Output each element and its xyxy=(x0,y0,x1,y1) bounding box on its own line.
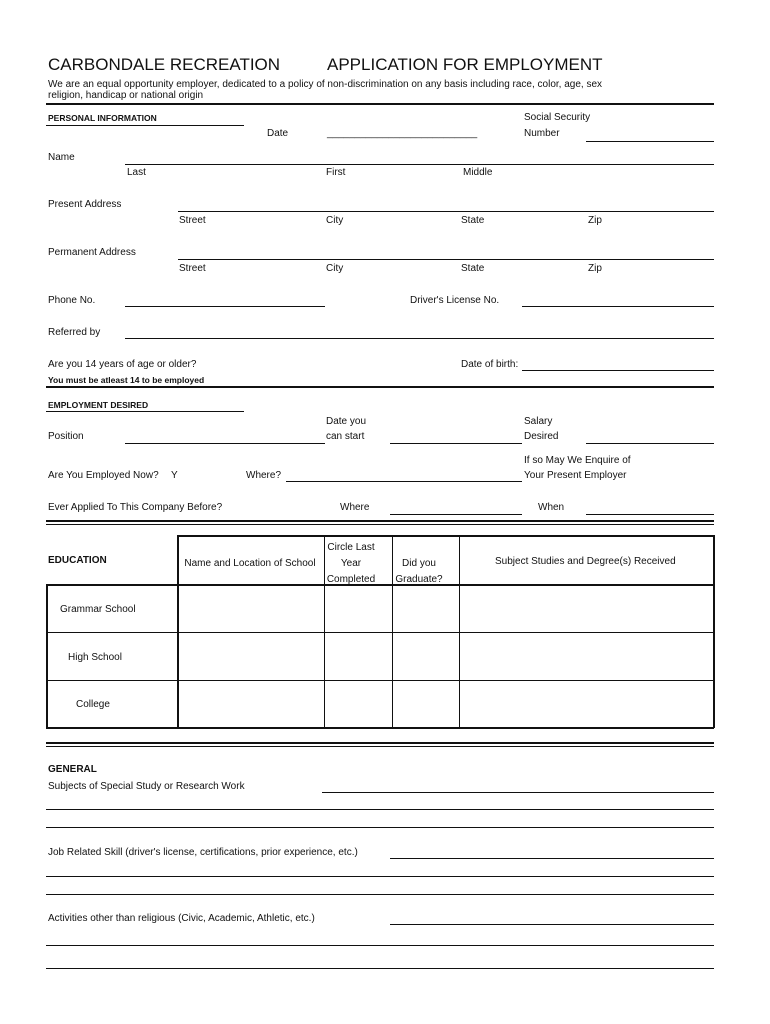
start-date-field[interactable] xyxy=(390,443,522,444)
where-employed-field[interactable] xyxy=(286,481,522,482)
ssn-field[interactable] xyxy=(586,141,714,142)
special-study-label: Subjects of Special Study or Research Work xyxy=(48,781,245,792)
present-zip-caption: Zip xyxy=(588,215,602,226)
activities-line-3[interactable] xyxy=(46,968,714,969)
enquire-label-line1: If so May We Enquire of xyxy=(524,455,631,466)
present-city-caption: City xyxy=(326,215,344,226)
personal-info-heading: PERSONAL INFORMATION xyxy=(48,113,157,123)
present-street-caption: Street xyxy=(179,215,206,226)
position-field[interactable] xyxy=(125,443,325,444)
permanent-street-caption: Street xyxy=(179,263,206,274)
col-grad-header: Did you Graduate? xyxy=(395,558,443,585)
permanent-address-field[interactable] xyxy=(178,259,714,260)
name-label: Name xyxy=(48,152,75,163)
salary-field[interactable] xyxy=(586,443,714,444)
eeo-statement-line2: religion, handicap or national origin xyxy=(48,90,204,101)
job-skill-line-2[interactable] xyxy=(46,876,714,877)
employed-now-answer[interactable]: Y xyxy=(171,470,178,481)
general-heading: GENERAL xyxy=(48,764,97,775)
permanent-zip-caption: Zip xyxy=(588,263,602,274)
permanent-city-caption: City xyxy=(326,263,344,274)
employment-divider-a xyxy=(46,520,714,522)
edu-table-top xyxy=(177,535,714,538)
special-study-line-3[interactable] xyxy=(46,827,714,828)
edu-row-line-1 xyxy=(46,584,714,586)
activities-field[interactable] xyxy=(390,924,714,925)
employed-now-label: Are You Employed Now? xyxy=(48,470,159,481)
employment-divider-b xyxy=(46,524,714,525)
row-high-school: High School xyxy=(68,652,122,663)
permanent-state-caption: State xyxy=(461,263,485,274)
position-label: Position xyxy=(48,431,84,442)
age-requirement-note: You must be atleast 14 to be employed xyxy=(48,375,205,385)
referred-by-label: Referred by xyxy=(48,327,101,338)
present-address-field[interactable] xyxy=(178,211,714,212)
last-name-caption: Last xyxy=(127,167,146,178)
personal-section-divider xyxy=(46,386,714,388)
present-address-label: Present Address xyxy=(48,199,122,210)
job-skill-line-3[interactable] xyxy=(46,894,714,895)
present-state-caption: State xyxy=(461,215,485,226)
job-skill-field[interactable] xyxy=(390,858,714,859)
drivers-license-label: Driver's License No. xyxy=(410,295,500,306)
dob-label: Date of birth: xyxy=(461,359,519,370)
col-year-header: Circle Last Year Completed xyxy=(326,542,376,585)
applied-when-label: When xyxy=(538,502,565,513)
activities-label: Activities other than religious (Civic, Academic, Athletic, etc.) xyxy=(48,913,315,924)
activities-line-2[interactable] xyxy=(46,945,714,946)
phone-label: Phone No. xyxy=(48,295,96,306)
col-school-header: Name and Location of School xyxy=(184,558,316,569)
first-name-caption: First xyxy=(326,167,346,178)
start-date-label-line2: can start xyxy=(326,431,365,442)
education-divider-a xyxy=(46,742,714,744)
row-grammar-school: Grammar School xyxy=(60,604,136,615)
personal-heading-underline xyxy=(46,125,244,126)
edu-col-line-0 xyxy=(46,585,48,728)
special-study-line-2[interactable] xyxy=(46,809,714,810)
middle-name-caption: Middle xyxy=(463,167,493,178)
applied-where-field[interactable] xyxy=(390,514,522,515)
employment-heading-underline xyxy=(46,411,244,412)
dob-field[interactable] xyxy=(522,370,714,371)
special-study-field[interactable] xyxy=(322,792,714,793)
name-field[interactable] xyxy=(125,164,714,165)
applied-before-label: Ever Applied To This Company Before? xyxy=(48,502,223,513)
org-name: CARBONDALE RECREATION xyxy=(48,55,281,74)
edu-row-line-2 xyxy=(46,632,714,633)
edu-row-line-3 xyxy=(46,680,714,681)
drivers-license-field[interactable] xyxy=(522,306,714,307)
education-divider-b xyxy=(46,746,714,747)
salary-label-line2: Desired xyxy=(524,431,559,442)
row-college: College xyxy=(76,699,110,710)
header-divider xyxy=(46,103,714,105)
col-subjects-header: Subject Studies and Degree(s) Received xyxy=(495,556,676,567)
phone-field[interactable] xyxy=(125,306,325,307)
education-heading: EDUCATION xyxy=(48,555,107,566)
date-label: Date xyxy=(267,128,289,139)
eeo-statement-line1: We are an equal opportunity employer, dedicated to a policy of non-discrimination on any basis including race, color, age, sex xyxy=(48,79,603,90)
salary-label-line1: Salary xyxy=(524,416,553,427)
date-field[interactable]: ___________________________ xyxy=(327,128,478,139)
edu-row-line-4 xyxy=(46,727,714,729)
employment-heading: EMPLOYMENT DESIRED xyxy=(48,400,149,410)
referred-by-field[interactable] xyxy=(125,338,714,339)
applied-where-label: Where xyxy=(340,502,370,513)
enquire-label-line2: Your Present Employer xyxy=(524,470,627,481)
form-title: APPLICATION FOR EMPLOYMENT xyxy=(327,55,603,74)
ssn-label-line2: Number xyxy=(524,128,560,139)
applied-when-field[interactable] xyxy=(586,514,714,515)
start-date-label-line1: Date you xyxy=(326,416,367,427)
where-employed-label: Where? xyxy=(246,470,282,481)
job-skill-label: Job Related Skill (driver's license, certifications, prior experience, etc.) xyxy=(48,847,358,858)
age-question: Are you 14 years of age or older? xyxy=(48,359,197,370)
ssn-label-line1: Social Security xyxy=(524,112,591,123)
permanent-address-label: Permanent Address xyxy=(48,247,136,258)
